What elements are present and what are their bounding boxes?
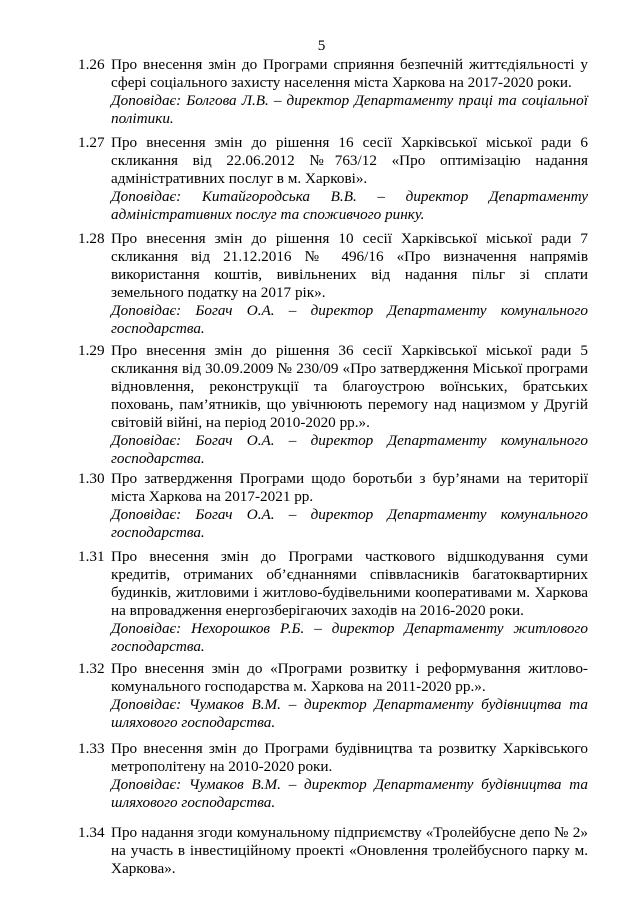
item-text: Про затвердження Програми щодо боротьби з бур’янами на території міста Харкова на 2017-2021 рр.: [111, 470, 588, 505]
agenda-item-1-34: [78, 824, 598, 878]
item-reporter: Доповідає: Богач О.А. – директор Департаменту комунального господарства.: [111, 302, 588, 337]
item-text: Про внесення змін до рішення 36 сесії Харківської міської ради 5 скликання від 30.09.2009 № 230/09 «Про затвердження Міської програми відновлення, реконструкції та благоустрою воїнських, братських поховань, пам’ятників, що увічнюють перемогу над нацизмом у Другій світовій війні, на період 2010-2020 рр.».: [111, 342, 588, 431]
item-reporter: Доповідає: Болгова Л.В. – директор Департаменту праці та соціальної політики.: [111, 92, 588, 127]
item-number: 1.34: [78, 824, 105, 841]
item-reporter: Доповідає: Нехорошков Р.Б. – директор Департаменту житлового господарства.: [111, 620, 588, 655]
agenda-item-1-28: [78, 230, 598, 338]
agenda-item-1-29: [78, 342, 598, 468]
item-number: 1.32: [78, 660, 105, 677]
agenda-item-1-27: [78, 134, 598, 224]
item-reporter: Доповідає: Чумаков В.М. – директор Департаменту будівництва та шляхового господарства.: [111, 776, 588, 811]
agenda-item-1-33: [78, 740, 598, 812]
agenda-item-1-30: [78, 470, 598, 542]
item-reporter: Доповідає: Богач О.А. – директор Департаменту комунального господарства.: [111, 506, 588, 541]
agenda-item-1-31: [78, 548, 598, 656]
item-number: 1.33: [78, 740, 105, 757]
item-text: Про внесення змін до Програми будівництва та розвитку Харківського метрополітену на 2010-2020 роки.: [111, 740, 588, 775]
item-text: Про внесення змін до рішення 16 сесії Харківської міської ради 6 скликання від 22.06.2012 №763/12 «Про оптимізацію надання адміністративних послуг в м. Харкові».: [111, 134, 588, 187]
item-reporter: Доповідає: Чумаков В.М. – директор Департаменту будівництва та шляхового господарства.: [111, 696, 588, 731]
agenda-item-1-32: [78, 660, 598, 732]
item-text: Про надання згоди комунальному підприємству «Тролейбусне депо № 2» на участь в інвестиційному проекті «Оновлення тролейбусного парку м. Харкова».: [111, 824, 588, 877]
item-reporter: Доповідає: Китайгородська В.В. – директор Департаменту адміністративних послуг та споживчого ринку.: [111, 188, 588, 223]
item-number: 1.30: [78, 470, 105, 487]
item-reporter: Доповідає: Богач О.А. – директор Департаменту комунального господарства.: [111, 432, 588, 467]
item-number: 1.26: [78, 56, 105, 73]
item-text: Про внесення змін до Програми сприяння безпечній життєдіяльності у сфері соціального захисту населення міста Харкова на 2017-2020 роки.: [111, 56, 588, 91]
item-text: Про внесення змін до Програми часткового відшкодування суми кредитів, отриманих об’єднаннями співвласників багатоквартирних будинків, житловими і житлово-будівельними кооперативами м. Харкова на впровадження енергозберігаючих заходів на 2016-2020 роки.: [111, 548, 588, 619]
item-number: 1.27: [78, 134, 105, 151]
page-number: 5: [317, 37, 326, 54]
item-number: 1.31: [78, 548, 105, 565]
agenda-item-1-26: [78, 56, 598, 128]
item-number: 1.28: [78, 230, 105, 247]
item-text: Про внесення змін до «Програми розвитку і реформування житлово-комунального господарства м. Харкова на 2011-2020 рр.».: [111, 660, 588, 695]
item-text: Про внесення змін до рішення 10 сесії Харківської міської ради 7 скликання від 21.12.2016 № 496/16 «Про визначення напрямів використання коштів, вивільнених від надання пільг зі сплати земельного податку на 2017 рік».: [111, 230, 588, 301]
item-number: 1.29: [78, 342, 105, 359]
